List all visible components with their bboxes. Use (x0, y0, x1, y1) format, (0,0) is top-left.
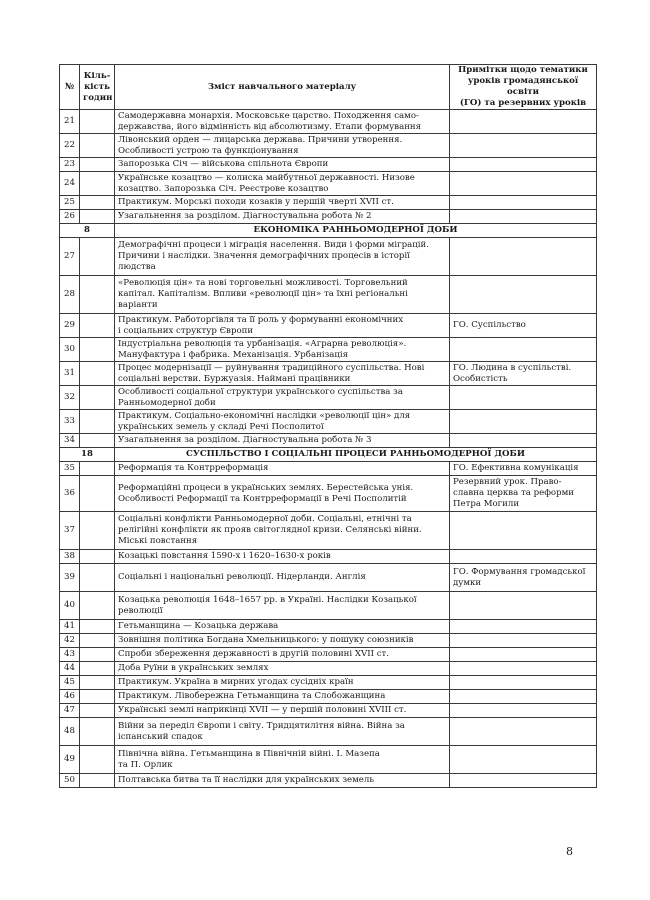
lesson-note (450, 718, 597, 746)
lesson-number: 28 (60, 276, 80, 314)
lesson-content: Практикум. Соціально-економічні наслідки «революції цін» для українських земель у складі Речі Посполитої (115, 410, 450, 434)
lesson-number: 26 (60, 210, 80, 224)
lesson-content: Полтавська битва та її наслідки для українських земель (115, 774, 450, 788)
table-row (60, 434, 597, 448)
lesson-number: 49 (60, 746, 80, 774)
lesson-hours (80, 512, 115, 550)
table-row (60, 592, 597, 620)
table-row (60, 476, 597, 512)
lesson-content: Спроби збереження державності в другій половині XVII ст. (115, 648, 450, 662)
lesson-content: Демографічні процеси і міграція населення. Види і форми міграцій. Причини і наслідки. Значення демографічних процесів в історії людства (115, 238, 450, 276)
header-hours-text: Кіль- кість годин (83, 70, 113, 103)
lesson-content: Узагальнення за розділом. Діагностувальна робота № 2 (115, 210, 450, 224)
lesson-number: 41 (60, 620, 80, 634)
lesson-note (450, 210, 597, 224)
lesson-number: 30 (60, 338, 80, 362)
lesson-number: 27 (60, 238, 80, 276)
lesson-content: Практикум. Работоргівля та її роль у формуванні економічних і соціальних структур Європи (115, 314, 450, 338)
lesson-note (450, 386, 597, 410)
lesson-number: 42 (60, 634, 80, 648)
lesson-number: 21 (60, 110, 80, 134)
page-number: 8 (566, 845, 573, 858)
lesson-number: 24 (60, 172, 80, 196)
header-content: Зміст навчального матеріалу (115, 65, 450, 110)
lesson-hours (80, 648, 115, 662)
lesson-content: Реформація та Контрреформація (115, 462, 450, 476)
table-row (60, 746, 597, 774)
lesson-note (450, 648, 597, 662)
table-row (60, 704, 597, 718)
table-body (60, 110, 597, 788)
lesson-note (450, 550, 597, 564)
lesson-hours (80, 434, 115, 448)
lesson-hours (80, 462, 115, 476)
lesson-hours (80, 314, 115, 338)
lesson-hours (80, 550, 115, 564)
table-header-row (60, 65, 597, 110)
lesson-hours (80, 196, 115, 210)
table-row (60, 718, 597, 746)
lesson-content: Запорозька Січ — військова спільнота Європи (115, 158, 450, 172)
lesson-content: Козацька революція 1648–1657 рр. в Україні. Наслідки Козацької революції (115, 592, 450, 620)
section-hours: 8 (60, 224, 115, 238)
lesson-number: 32 (60, 386, 80, 410)
lesson-number: 44 (60, 662, 80, 676)
lesson-hours (80, 134, 115, 158)
section-title: ЕКОНОМІКА РАННЬОМОДЕРНОЇ ДОБИ (115, 224, 597, 238)
lesson-note (450, 592, 597, 620)
lesson-content: Північна війна. Гетьманщина в Північній війні. І. Мазепа та П. Орлик (115, 746, 450, 774)
table-row (60, 564, 597, 592)
lesson-note (450, 634, 597, 648)
lesson-note (450, 338, 597, 362)
table-row (60, 110, 597, 134)
lesson-number: 36 (60, 476, 80, 512)
table-row (60, 662, 597, 676)
section-row (60, 448, 597, 462)
lesson-number: 33 (60, 410, 80, 434)
lesson-content: Війни за переділ Європи і світу. Тридцятилітня війна. Війна за іспанський спадок (115, 718, 450, 746)
lesson-note (450, 238, 597, 276)
table-row (60, 620, 597, 634)
lesson-number: 29 (60, 314, 80, 338)
lesson-note (450, 676, 597, 690)
lesson-hours (80, 110, 115, 134)
lesson-hours (80, 158, 115, 172)
lesson-number: 34 (60, 434, 80, 448)
lesson-number: 40 (60, 592, 80, 620)
lesson-number: 39 (60, 564, 80, 592)
lesson-hours (80, 662, 115, 676)
lesson-content: «Революція цін» та нові торговельні можливості. Торговельний капітал. Капіталізм. Впливи «революції цін» та їхні регіональні варіанти (115, 276, 450, 314)
lesson-hours (80, 718, 115, 746)
lesson-hours (80, 634, 115, 648)
table-row (60, 196, 597, 210)
lesson-hours (80, 774, 115, 788)
lesson-hours (80, 592, 115, 620)
lesson-content: Зовнішня політика Богдана Хмельницького: у пошуку союзників (115, 634, 450, 648)
lesson-hours (80, 564, 115, 592)
lesson-note: ГО. Суспільство (450, 314, 597, 338)
section-hours: 18 (60, 448, 115, 462)
lesson-note (450, 704, 597, 718)
lesson-note (450, 158, 597, 172)
lesson-content: Доба Руїни в українських землях (115, 662, 450, 676)
lesson-hours (80, 386, 115, 410)
lesson-hours (80, 410, 115, 434)
lesson-hours (80, 210, 115, 224)
lesson-hours (80, 362, 115, 386)
table-row (60, 410, 597, 434)
table-row (60, 314, 597, 338)
lesson-hours (80, 276, 115, 314)
lesson-number: 25 (60, 196, 80, 210)
lesson-content: Практикум. Лівобережна Гетьманщина та Слобожанщина (115, 690, 450, 704)
table-row (60, 172, 597, 196)
lesson-note (450, 662, 597, 676)
lesson-hours (80, 620, 115, 634)
table-row (60, 774, 597, 788)
header-notes (450, 65, 597, 110)
lesson-number: 46 (60, 690, 80, 704)
lesson-number: 22 (60, 134, 80, 158)
lesson-content: Українські землі наприкінці XVII — у першій половині XVIII ст. (115, 704, 450, 718)
lesson-content: Соціальні і національні революції. Нідерланди. Англія (115, 564, 450, 592)
lesson-content: Особливості соціальної структури українського суспільства за Ранньомодерної доби (115, 386, 450, 410)
lesson-content: Соціальні конфлікти Ранньомодерної доби. Соціальні, етнічні та релігійні конфлікти як прояв світоглядної кризи. Селянські війни. Міські повстання (115, 512, 450, 550)
table-row (60, 158, 597, 172)
lesson-content: Козацькі повстання 1590-х і 1620–1630-х років (115, 550, 450, 564)
lesson-number: 43 (60, 648, 80, 662)
lesson-note: ГО. Формування громадської думки (450, 564, 597, 592)
section-row (60, 224, 597, 238)
lesson-hours (80, 746, 115, 774)
lesson-note: ГО. Ефективна комунікація (450, 462, 597, 476)
lesson-note (450, 512, 597, 550)
table-row (60, 512, 597, 550)
lesson-number: 48 (60, 718, 80, 746)
lesson-hours (80, 690, 115, 704)
lesson-content: Процес модернізації — руйнування традиційного суспільства. Нові соціальні верстви. Буржуазія. Наймані працівники (115, 362, 450, 386)
table-row (60, 338, 597, 362)
lesson-hours (80, 676, 115, 690)
lesson-number: 50 (60, 774, 80, 788)
lesson-content: Узагальнення за розділом. Діагностувальна робота № 3 (115, 434, 450, 448)
lesson-hours (80, 238, 115, 276)
lesson-note (450, 690, 597, 704)
table-row (60, 276, 597, 314)
lesson-note (450, 434, 597, 448)
curriculum-table (59, 64, 597, 788)
lesson-note (450, 746, 597, 774)
section-title: СУСПІЛЬСТВО І СОЦІАЛЬНІ ПРОЦЕСИ РАННЬОМОДЕРНОЇ ДОБИ (115, 448, 597, 462)
lesson-number: 45 (60, 676, 80, 690)
table-row (60, 550, 597, 564)
lesson-content: Індустріальна революція та урбанізація. «Аграрна революція». Мануфактура і фабрика. Механізація. Урбанізація (115, 338, 450, 362)
lesson-number: 47 (60, 704, 80, 718)
table-row (60, 462, 597, 476)
lesson-content: Українське козацтво — колиска майбутньої державності. Низове козацтво. Запорозька Січ. Реєстрове козацтво (115, 172, 450, 196)
header-notes-text: Примітки щодо тематики уроків громадянської освіти (ГО) та резервних уроків (458, 65, 588, 108)
lesson-number: 23 (60, 158, 80, 172)
lesson-hours (80, 476, 115, 512)
table-row (60, 634, 597, 648)
lesson-note (450, 134, 597, 158)
lesson-number: 35 (60, 462, 80, 476)
table-row (60, 386, 597, 410)
table-row (60, 648, 597, 662)
lesson-number: 38 (60, 550, 80, 564)
lesson-hours (80, 172, 115, 196)
table-row (60, 362, 597, 386)
lesson-note (450, 276, 597, 314)
lesson-content: Самодержавна монархія. Московське царство. Походження само- державства, його відмінність від абсолютизму. Етапи формування (115, 110, 450, 134)
lesson-content: Гетьманщина — Козацька держава (115, 620, 450, 634)
table-row (60, 238, 597, 276)
lesson-content: Практикум. Морські походи козаків у першій чверті XVII ст. (115, 196, 450, 210)
table-row (60, 690, 597, 704)
lesson-note (450, 620, 597, 634)
lesson-note (450, 172, 597, 196)
lesson-note (450, 410, 597, 434)
lesson-content: Лівонський орден — лицарська держава. Причини утворення. Особливості устрою та функціонування (115, 134, 450, 158)
lesson-note (450, 196, 597, 210)
lesson-hours (80, 704, 115, 718)
lesson-hours (80, 338, 115, 362)
lesson-content: Реформаційні процеси в українських землях. Берестейська унія. Особливості Реформації та Контрреформації в Речі Посполитій (115, 476, 450, 512)
lesson-note (450, 110, 597, 134)
lesson-number: 31 (60, 362, 80, 386)
lesson-number: 37 (60, 512, 80, 550)
table-row (60, 134, 597, 158)
table-row (60, 676, 597, 690)
lesson-note (450, 774, 597, 788)
lesson-note: Резервний урок. Право- славна церква та реформи Петра Могили (450, 476, 597, 512)
header-hours (80, 65, 115, 110)
lesson-note: ГО. Людина в суспільстві. Особистість (450, 362, 597, 386)
header-number: № (60, 65, 80, 110)
table-row (60, 210, 597, 224)
lesson-content: Практикум. Україна в мирних угодах сусідніх країн (115, 676, 450, 690)
